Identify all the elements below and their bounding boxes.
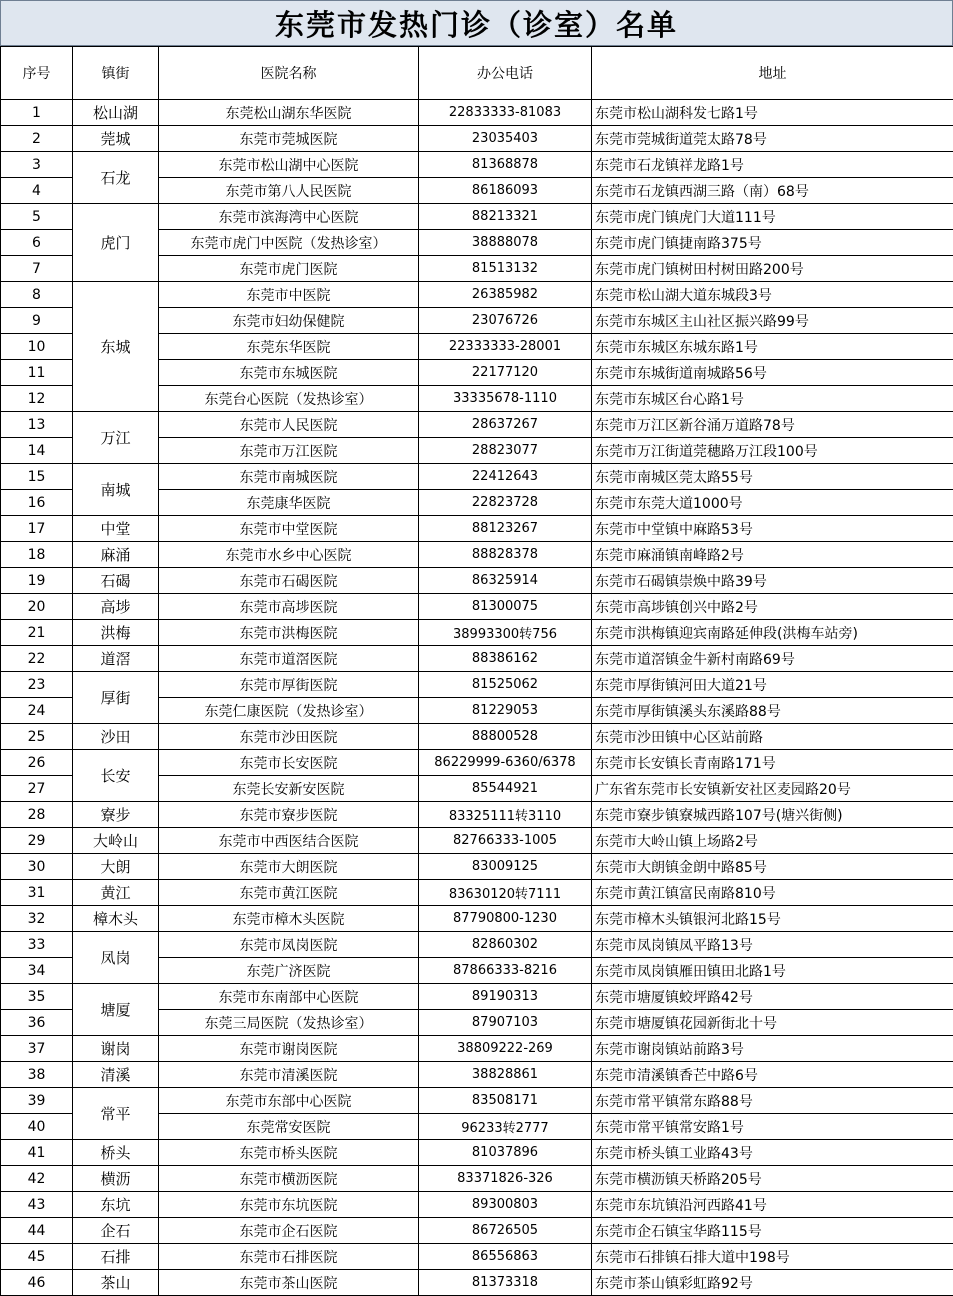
phone-number: 23035403: [419, 126, 592, 152]
address: 东莞市常平镇常东路88号: [592, 1088, 953, 1114]
phone-number: 23076726: [419, 308, 592, 334]
town-cell: 大岭山: [73, 828, 159, 854]
phone-number: 38888078: [419, 230, 592, 256]
town-cell: 寮步: [73, 802, 159, 828]
address: 东莞市凤岗镇雁田镇田北路1号: [592, 958, 953, 984]
table-row: [1, 1140, 953, 1166]
hospital-name: 东莞市洪梅医院: [159, 620, 419, 646]
table-row: [1, 594, 953, 620]
hospital-name: 东莞市南城医院: [159, 464, 419, 490]
phone-number: 81368878: [419, 152, 592, 178]
address: 东莞市东莞大道1000号: [592, 490, 953, 516]
table-row: [1, 880, 953, 906]
row-index: 46: [1, 1270, 73, 1296]
row-index: 15: [1, 464, 73, 490]
hospital-name: 东莞东华医院: [159, 334, 419, 360]
table-row: [1, 1218, 953, 1244]
hospital-name: 东莞市横沥医院: [159, 1166, 419, 1192]
town-cell: 黄江: [73, 880, 159, 906]
row-index: 19: [1, 568, 73, 594]
table-row: [1, 802, 953, 828]
hospital-name: 东莞市虎门中医院（发热诊室）: [159, 230, 419, 256]
address: 东莞市清溪镇香芒中路6号: [592, 1062, 953, 1088]
table-row: [1, 1244, 953, 1270]
address: 东莞市厚街镇河田大道21号: [592, 672, 953, 698]
hospital-name: 东莞市中医院: [159, 282, 419, 308]
phone-number: 83325111转3110: [419, 802, 592, 828]
hospital-name: 东莞康华医院: [159, 490, 419, 516]
address: 东莞市中堂镇中麻路53号: [592, 516, 953, 542]
phone-number: 81037896: [419, 1140, 592, 1166]
table-row: [1, 854, 953, 880]
row-index: 41: [1, 1140, 73, 1166]
address: 东莞市东城区主山社区振兴路99号: [592, 308, 953, 334]
address: 广东省东莞市长安镇新安社区麦园路20号: [592, 776, 953, 802]
table-row: [1, 750, 953, 776]
table-row: [1, 126, 953, 152]
hospital-name: 东莞松山湖东华医院: [159, 100, 419, 126]
town-cell: 凤岗: [73, 932, 159, 984]
town-cell: 长安: [73, 750, 159, 802]
row-index: 34: [1, 958, 73, 984]
hospital-name: 东莞常安医院: [159, 1114, 419, 1140]
phone-number: 86186093: [419, 178, 592, 204]
row-index: 5: [1, 204, 73, 230]
table-row: [1, 932, 953, 958]
row-index: 37: [1, 1036, 73, 1062]
phone-number: 83630120转7111: [419, 880, 592, 906]
town-cell: 谢岗: [73, 1036, 159, 1062]
hospital-name: 东莞市东城医院: [159, 360, 419, 386]
town-cell: 高埗: [73, 594, 159, 620]
phone-number: 22333333-28001: [419, 334, 592, 360]
hospital-name: 东莞台心医院（发热诊室）: [159, 386, 419, 412]
phone-number: 86556863: [419, 1244, 592, 1270]
row-index: 14: [1, 438, 73, 464]
phone-number: 82860302: [419, 932, 592, 958]
hospital-name: 东莞市石排医院: [159, 1244, 419, 1270]
row-index: 20: [1, 594, 73, 620]
address: 东莞市黄江镇富民南路810号: [592, 880, 953, 906]
address: 东莞市桥头镇工业路43号: [592, 1140, 953, 1166]
hospital-name: 东莞市寮步医院: [159, 802, 419, 828]
hospital-name: 东莞市道滘医院: [159, 646, 419, 672]
town-cell: 大朗: [73, 854, 159, 880]
table-row: [1, 516, 953, 542]
town-cell: 南城: [73, 464, 159, 516]
table-row: [1, 1192, 953, 1218]
table-row: [1, 672, 953, 698]
row-index: 29: [1, 828, 73, 854]
row-index: 27: [1, 776, 73, 802]
address: 东莞市塘厦镇花园新街北十号: [592, 1010, 953, 1036]
header-town: 镇街: [73, 47, 159, 100]
row-index: 28: [1, 802, 73, 828]
address: 东莞市大朗镇金朗中路85号: [592, 854, 953, 880]
address: 东莞市大岭山镇上场路2号: [592, 828, 953, 854]
row-index: 21: [1, 620, 73, 646]
row-index: 23: [1, 672, 73, 698]
row-index: 44: [1, 1218, 73, 1244]
table-row: [1, 412, 953, 438]
row-index: 18: [1, 542, 73, 568]
table-row: [1, 906, 953, 932]
hospital-name: 东莞长安新安医院: [159, 776, 419, 802]
row-index: 36: [1, 1010, 73, 1036]
town-cell: 中堂: [73, 516, 159, 542]
row-index: 45: [1, 1244, 73, 1270]
clinic-table: [0, 46, 953, 1296]
hospital-name: 东莞市滨海湾中心医院: [159, 204, 419, 230]
table-body: [1, 100, 953, 1296]
table-row: [1, 984, 953, 1010]
hospital-name: 东莞市樟木头医院: [159, 906, 419, 932]
row-index: 31: [1, 880, 73, 906]
row-index: 12: [1, 386, 73, 412]
row-index: 35: [1, 984, 73, 1010]
address: 东莞市石碣镇崇焕中路39号: [592, 568, 953, 594]
hospital-name: 东莞市谢岗医院: [159, 1036, 419, 1062]
hospital-name: 东莞市厚街医院: [159, 672, 419, 698]
town-cell: 石排: [73, 1244, 159, 1270]
phone-number: 28637267: [419, 412, 592, 438]
hospital-name: 东莞市石碣医院: [159, 568, 419, 594]
phone-number: 87866333-8216: [419, 958, 592, 984]
phone-number: 82766333-1005: [419, 828, 592, 854]
hospital-name: 东莞仁康医院（发热诊室）: [159, 698, 419, 724]
hospital-name: 东莞市凤岗医院: [159, 932, 419, 958]
table-row: [1, 646, 953, 672]
address: 东莞市石龙镇祥龙路1号: [592, 152, 953, 178]
phone-number: 88213321: [419, 204, 592, 230]
address: 东莞市高埗镇创兴中路2号: [592, 594, 953, 620]
row-index: 2: [1, 126, 73, 152]
town-cell: 虎门: [73, 204, 159, 282]
town-cell: 万江: [73, 412, 159, 464]
address: 东莞市横沥镇天桥路205号: [592, 1166, 953, 1192]
phone-number: 89300803: [419, 1192, 592, 1218]
hospital-name: 东莞市桥头医院: [159, 1140, 419, 1166]
town-cell: 石碣: [73, 568, 159, 594]
row-index: 25: [1, 724, 73, 750]
phone-number: 22177120: [419, 360, 592, 386]
town-cell: 桥头: [73, 1140, 159, 1166]
town-cell: 洪梅: [73, 620, 159, 646]
row-index: 39: [1, 1088, 73, 1114]
address: 东莞市东城街道南城路56号: [592, 360, 953, 386]
address: 东莞市沙田镇中心区站前路: [592, 724, 953, 750]
address: 东莞市寮步镇寮城西路107号(塘兴街侧): [592, 802, 953, 828]
hospital-name: 东莞市万江医院: [159, 438, 419, 464]
address: 东莞市洪梅镇迎宾南路延伸段(洪梅车站旁): [592, 620, 953, 646]
hospital-name: 东莞市莞城医院: [159, 126, 419, 152]
table-row: [1, 828, 953, 854]
address: 东莞市凤岗镇凤平路13号: [592, 932, 953, 958]
row-index: 8: [1, 282, 73, 308]
phone-number: 87790800-1230: [419, 906, 592, 932]
hospital-name: 东莞市第八人民医院: [159, 178, 419, 204]
header-hospital: 医院名称: [159, 47, 419, 100]
table-row: [1, 100, 953, 126]
hospital-name: 东莞市人民医院: [159, 412, 419, 438]
town-cell: 樟木头: [73, 906, 159, 932]
table-row: [1, 464, 953, 490]
address: 东莞市虎门镇捷南路375号: [592, 230, 953, 256]
phone-number: 85544921: [419, 776, 592, 802]
address: 东莞市厚街镇溪头东溪路88号: [592, 698, 953, 724]
hospital-name: 东莞市松山湖中心医院: [159, 152, 419, 178]
header-index: 序号: [1, 47, 73, 100]
phone-number: 87907103: [419, 1010, 592, 1036]
phone-number: 22823728: [419, 490, 592, 516]
phone-number: 22412643: [419, 464, 592, 490]
row-index: 17: [1, 516, 73, 542]
town-cell: 清溪: [73, 1062, 159, 1088]
phone-number: 86229999-6360/6378: [419, 750, 592, 776]
town-cell: 东坑: [73, 1192, 159, 1218]
table-row: [1, 568, 953, 594]
address: 东莞市麻涌镇南峰路2号: [592, 542, 953, 568]
table-row: [1, 152, 953, 178]
header-address: 地址: [592, 47, 953, 100]
row-index: 33: [1, 932, 73, 958]
hospital-name: 东莞市黄江医院: [159, 880, 419, 906]
address: 东莞市南城区莞太路55号: [592, 464, 953, 490]
hospital-name: 东莞市沙田医院: [159, 724, 419, 750]
address: 东莞市东坑镇沿河西路41号: [592, 1192, 953, 1218]
hospital-name: 东莞广济医院: [159, 958, 419, 984]
phone-number: 28823077: [419, 438, 592, 464]
town-cell: 莞城: [73, 126, 159, 152]
phone-number: 81525062: [419, 672, 592, 698]
town-cell: 常平: [73, 1088, 159, 1140]
table-row: [1, 724, 953, 750]
address: 东莞市常平镇常安路1号: [592, 1114, 953, 1140]
town-cell: 石龙: [73, 152, 159, 204]
table-header-row: [1, 47, 953, 100]
phone-number: 88828378: [419, 542, 592, 568]
table-row: [1, 1036, 953, 1062]
row-index: 11: [1, 360, 73, 386]
phone-number: 88123267: [419, 516, 592, 542]
address: 东莞市石排镇石排大道中198号: [592, 1244, 953, 1270]
phone-number: 88800528: [419, 724, 592, 750]
row-index: 22: [1, 646, 73, 672]
row-index: 24: [1, 698, 73, 724]
town-cell: 道滘: [73, 646, 159, 672]
hospital-name: 东莞市长安医院: [159, 750, 419, 776]
hospital-name: 东莞市虎门医院: [159, 256, 419, 282]
address: 东莞市石龙镇西湖三路（南）68号: [592, 178, 953, 204]
row-index: 6: [1, 230, 73, 256]
address: 东莞市东城区台心路1号: [592, 386, 953, 412]
header-phone: 办公电话: [419, 47, 592, 100]
hospital-name: 东莞市东部中心医院: [159, 1088, 419, 1114]
address: 东莞市樟木头镇银河北路15号: [592, 906, 953, 932]
phone-number: 38993300转756: [419, 620, 592, 646]
row-index: 40: [1, 1114, 73, 1140]
phone-number: 88386162: [419, 646, 592, 672]
hospital-name: 东莞市妇幼保健院: [159, 308, 419, 334]
address: 东莞市松山湖科发七路1号: [592, 100, 953, 126]
address: 东莞市茶山镇彩虹路92号: [592, 1270, 953, 1296]
row-index: 1: [1, 100, 73, 126]
hospital-name: 东莞三局医院（发热诊室）: [159, 1010, 419, 1036]
address: 东莞市东城区东城东路1号: [592, 334, 953, 360]
phone-number: 81300075: [419, 594, 592, 620]
address: 东莞市虎门镇树田村树田路200号: [592, 256, 953, 282]
phone-number: 96233转2777: [419, 1114, 592, 1140]
phone-number: 86726505: [419, 1218, 592, 1244]
row-index: 26: [1, 750, 73, 776]
row-index: 9: [1, 308, 73, 334]
table-row: [1, 282, 953, 308]
row-index: 30: [1, 854, 73, 880]
table-row: [1, 1270, 953, 1296]
phone-number: 81513132: [419, 256, 592, 282]
hospital-name: 东莞市高埗医院: [159, 594, 419, 620]
row-index: 32: [1, 906, 73, 932]
table-row: [1, 204, 953, 230]
phone-number: 86325914: [419, 568, 592, 594]
row-index: 43: [1, 1192, 73, 1218]
table-row: [1, 1088, 953, 1114]
town-cell: 麻涌: [73, 542, 159, 568]
phone-number: 89190313: [419, 984, 592, 1010]
table-row: [1, 542, 953, 568]
phone-number: 26385982: [419, 282, 592, 308]
phone-number: 81229053: [419, 698, 592, 724]
address: 东莞市道滘镇金牛新村南路69号: [592, 646, 953, 672]
town-cell: 茶山: [73, 1270, 159, 1296]
row-index: 4: [1, 178, 73, 204]
address: 东莞市长安镇长青南路171号: [592, 750, 953, 776]
phone-number: 83009125: [419, 854, 592, 880]
phone-number: 22833333-81083: [419, 100, 592, 126]
address: 东莞市虎门镇虎门大道111号: [592, 204, 953, 230]
hospital-name: 东莞市大朗医院: [159, 854, 419, 880]
phone-number: 38828861: [419, 1062, 592, 1088]
hospital-name: 东莞市东南部中心医院: [159, 984, 419, 1010]
town-cell: 厚街: [73, 672, 159, 724]
phone-number: 33335678-1110: [419, 386, 592, 412]
row-index: 38: [1, 1062, 73, 1088]
row-index: 7: [1, 256, 73, 282]
hospital-name: 东莞市东坑医院: [159, 1192, 419, 1218]
hospital-name: 东莞市水乡中心医院: [159, 542, 419, 568]
phone-number: 83371826-326: [419, 1166, 592, 1192]
address: 东莞市塘厦镇蛟坪路42号: [592, 984, 953, 1010]
town-cell: 塘厦: [73, 984, 159, 1036]
address: 东莞市谢岗镇站前路3号: [592, 1036, 953, 1062]
table-row: [1, 1062, 953, 1088]
address: 东莞市万江区新谷涌万道路78号: [592, 412, 953, 438]
hospital-name: 东莞市清溪医院: [159, 1062, 419, 1088]
phone-number: 81373318: [419, 1270, 592, 1296]
phone-number: 38809222-269: [419, 1036, 592, 1062]
row-index: 16: [1, 490, 73, 516]
town-cell: 东城: [73, 282, 159, 412]
town-cell: 横沥: [73, 1166, 159, 1192]
hospital-name: 东莞市茶山医院: [159, 1270, 419, 1296]
address: 东莞市企石镇宝华路115号: [592, 1218, 953, 1244]
hospital-name: 东莞市中堂医院: [159, 516, 419, 542]
town-cell: 松山湖: [73, 100, 159, 126]
address: 东莞市莞城街道莞太路78号: [592, 126, 953, 152]
town-cell: 企石: [73, 1218, 159, 1244]
table-row: [1, 1166, 953, 1192]
row-index: 3: [1, 152, 73, 178]
page-title: 东莞市发热门诊（诊室）名单: [0, 0, 953, 46]
row-index: 13: [1, 412, 73, 438]
address: 东莞市松山湖大道东城段3号: [592, 282, 953, 308]
town-cell: 沙田: [73, 724, 159, 750]
hospital-name: 东莞市企石医院: [159, 1218, 419, 1244]
hospital-name: 东莞市中西医结合医院: [159, 828, 419, 854]
row-index: 42: [1, 1166, 73, 1192]
phone-number: 83508171: [419, 1088, 592, 1114]
table-row: [1, 620, 953, 646]
address: 东莞市万江街道莞穗路万江段100号: [592, 438, 953, 464]
row-index: 10: [1, 334, 73, 360]
